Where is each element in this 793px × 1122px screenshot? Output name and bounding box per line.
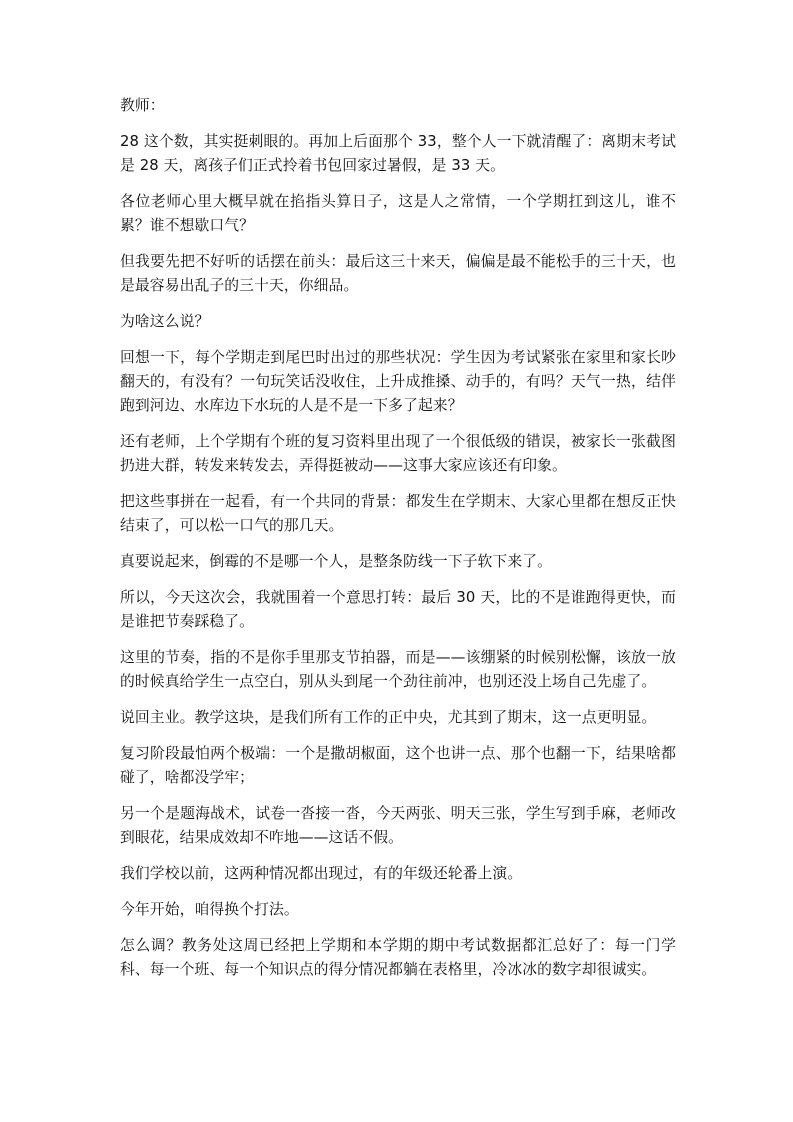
paragraph-teachers-tired: 各位老师心里大概早就在掐指头算日子，这是人之常情，一个学期扛到这儿，谁不累？谁不想歇口气？ xyxy=(120,193,676,234)
paragraph-why: 为啥这么说？ xyxy=(120,313,210,330)
paragraph-material-error: 还有老师，上个学期有个班的复习资料里出现了一个很低级的错误，被家长一张截图扔进大群，转发来转发去，弄得挺被动——这事大家应该还有印象。 xyxy=(120,433,676,474)
paragraph-extreme-two: 另一个是题海战术，试卷一沓接一沓，今天两张、明天三张，学生写到手麻，老师改到眼花，结果成效却不咋地——这话不假。 xyxy=(120,805,676,846)
paragraph-new-approach: 今年开始，咱得换个打法。 xyxy=(120,901,299,918)
paragraph-countdown: 28 这个数，其实挺刺眼的。再加上后面那个 33，整个人一下就清醒了：离期末考试是 28 天，离孩子们正式拎着书包回家过暑假，是 33 天。 xyxy=(120,133,676,174)
paragraph-extreme-one: 复习阶段最怕两个极端：一个是撒胡椒面，这个也讲一点、那个也翻一下，结果啥都碰了，啥都没学牢； xyxy=(120,745,676,786)
paragraph-recall-incidents: 回想一下，每个学期走到尾巴时出过的那些状况：学生因为考试紧张在家里和家长吵翻天的，有没有？一句玩笑话没收住，上升成推搡、动手的，有吗？天气一热，结伴跑到河边、水库边下水玩的人是不是一下多了起来？ xyxy=(120,349,676,414)
paragraph-rhythm: 这里的节奏，指的不是你手里那支节拍器，而是——该绷紧的时候别松懈，该放一放的时候真给学生一点空白，别从头到尾一个劲往前冲，也别还没上场自己先虚了。 xyxy=(120,649,676,690)
paragraph-data-summary: 怎么调？教务处这周已经把上学期和本学期的期中考试数据都汇总好了：每一门学科、每一个班、每一个知识点的得分情况都躺在表格里，冷冰冰的数字却很诚实。 xyxy=(120,937,676,978)
document-page xyxy=(120,94,676,994)
salutation: 教师： xyxy=(120,97,165,114)
paragraph-defense-line: 真要说起来，倒霉的不是哪一个人，是整条防线一下子软下来了。 xyxy=(120,553,553,570)
paragraph-meeting-theme: 所以，今天这次会，我就围着一个意思打转：最后 30 天，比的不是谁跑得更快，而是谁把节奏踩稳了。 xyxy=(120,589,676,630)
paragraph-warning: 但我要先把不好听的话摆在前头：最后这三十来天，偏偏是最不能松手的三十天，也是最容易出乱子的三十天，你细品。 xyxy=(120,253,676,294)
paragraph-common-background: 把这些事拼在一起看，有一个共同的背景：都发生在学期末、大家心里都在想反正快结束了，可以松一口气的那几天。 xyxy=(120,493,676,534)
paragraph-teaching-core: 说回主业。教学这块，是我们所有工作的正中央，尤其到了期末，这一点更明显。 xyxy=(120,709,657,726)
paragraph-history: 我们学校以前，这两种情况都出现过，有的年级还轮番上演。 xyxy=(120,865,523,882)
